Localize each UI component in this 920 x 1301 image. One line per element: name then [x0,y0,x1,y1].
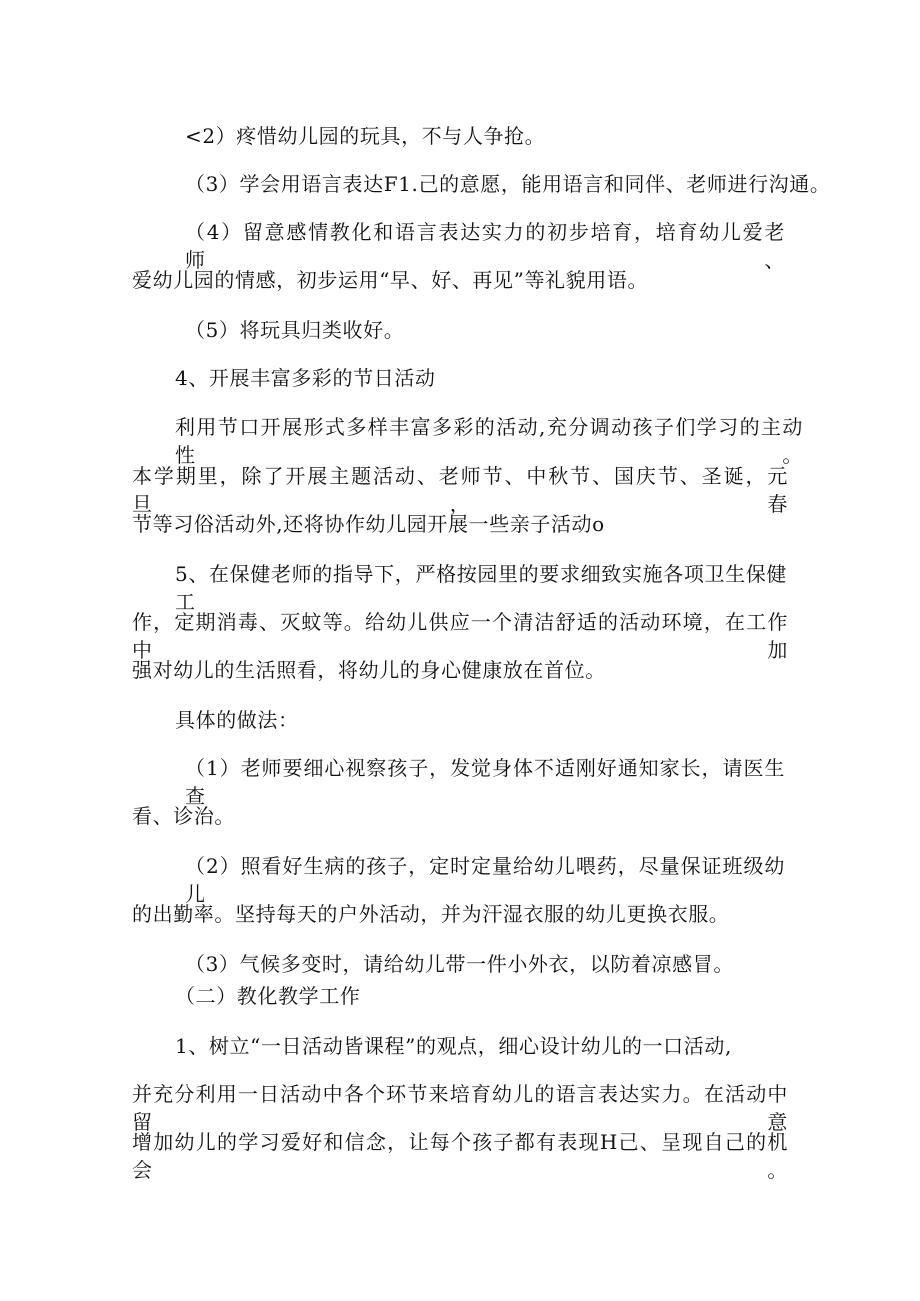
paragraph-5-line-2: 作，定期消毒、灭蚊等。给幼儿供应一个清洁舒适的活动环境，在工作中加 [132,610,788,662]
list-item-5: （5）将玩具归类收好。 [185,318,405,342]
teaching-item-1-line-3: 增加幼儿的学习爱好和信念，让每个孩子都有表现H己、呈现自己的机会。 [132,1130,788,1182]
method-item-1-line-2: 看、诊治。 [132,804,235,828]
teaching-item-1-line-2: 并充分利用一日活动中各个环节来培育幼儿的语言表达实力。在活动中留意 [132,1082,788,1134]
paragraph-5-line-1: 5、在保健老师的指导下，严格按园里的要求细致实施各项卫生保健工 [175,562,787,614]
section-heading-4: 4、开展丰富多彩的节日活动 [175,366,436,390]
paragraph-5-line-3: 强对幼儿的生活照看，将幼儿的身心健康放在首位。 [132,658,606,682]
method-heading: 具体的做法： [175,708,299,732]
method-item-3: （3）气候多变时，请给幼儿带一件小外衣，以防着凉感冒。 [185,952,734,976]
list-item-3: （3）学会用语言表达F1.己的意愿，能用语言和同伴、老师进行沟通。 [185,172,831,196]
method-item-2-line-2: 的出勤率。坚持每天的户外活动，并为汗湿衣服的幼儿更换衣服。 [132,902,730,926]
list-item-2: <2）疼惜幼儿园的玩具，不与人争抢。 [185,124,546,148]
teaching-item-1-line-1: 1、树立“一日活动皆课程”的观点，细心设计幼儿的一口活动, [175,1034,732,1058]
method-item-2-line-1: （2）照看好生病的孩子，定时定量给幼儿喂药，尽量保证班级幼儿 [185,854,785,906]
list-item-4-line-2: 爱幼儿园的情感，初步运用“早、好、再见”等礼貌用语。 [132,268,649,292]
paragraph-4-line-1: 利用节口开展形式多样丰富多彩的活动,充分调动孩子们学习的主动性。 [175,415,803,467]
method-item-1-line-1: （1）老师要细心视察孩子，发觉身体不适刚好通知家长，请医生查 [185,756,785,808]
paragraph-4-line-2: 本学期里，除了开展主题活动、老师节、中秋节、国庆节、圣诞，元旦，春 [132,464,788,516]
list-item-4-line-1: （4）留意感情教化和语言表达实力的初步培育，培育幼儿爱老师、 [185,220,785,272]
paragraph-4-line-3: 节等习俗活动外,还将协作幼儿园开展一些亲子活动o [132,512,605,536]
section-heading-teaching: （二）教化教学工作 [175,984,361,1008]
